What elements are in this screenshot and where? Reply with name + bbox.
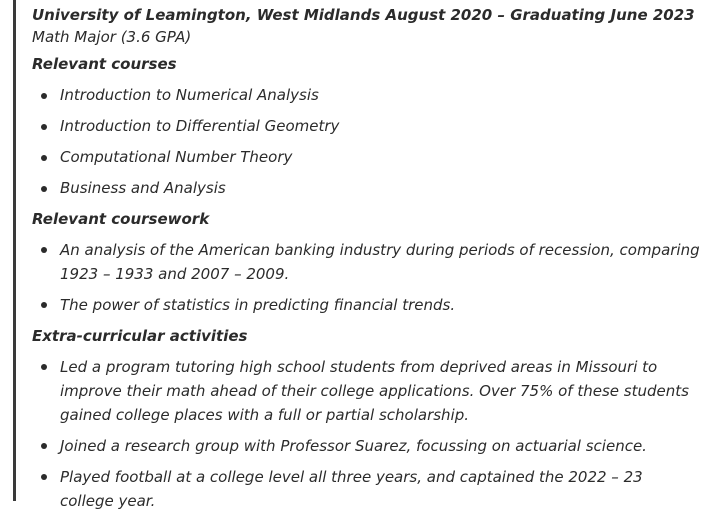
list-item (32, 80, 704, 111)
bullet-icon (41, 302, 47, 308)
list-item (32, 235, 704, 290)
list-item (32, 462, 704, 517)
bullet-icon (41, 474, 47, 480)
course-name: Introduction to Differential Geometry (60, 117, 340, 135)
list-item (32, 431, 704, 462)
degree-line: Math Major (3.6 GPA) (32, 28, 192, 46)
course-name: Introduction to Numerical Analysis (60, 86, 319, 104)
bullet-icon (41, 364, 47, 370)
relevant-courses-list (32, 80, 704, 204)
resume-education-section (32, 0, 704, 517)
coursework-item: The power of statistics in predicting financial trends. (60, 296, 456, 314)
bullet-icon (41, 124, 47, 130)
course-name: Business and Analysis (60, 179, 226, 197)
bullet-icon (41, 443, 47, 449)
bullet-icon (41, 93, 47, 99)
coursework-item: An analysis of the American banking industry during periods of recession, comparing 1923 – 1933 and 2007 – 2009. (60, 241, 700, 283)
list-item (32, 173, 704, 204)
activity-item: Played football at a college level all three years, and captained the 2022 – 23 college year. (60, 468, 643, 510)
extra-curricular-list (32, 352, 704, 517)
activity-item: Joined a research group with Professor Suarez, focussing on actuarial science. (60, 437, 647, 455)
bullet-icon (41, 186, 47, 192)
list-item (32, 111, 704, 142)
list-item (32, 352, 704, 431)
relevant-courses-heading: Relevant courses (32, 55, 177, 73)
list-item (32, 142, 704, 173)
course-name: Computational Number Theory (60, 148, 293, 166)
activity-item: Led a program tutoring high school students from deprived areas in Missouri to improve their math ahead of their college applications. Over 75% of these students gained college places with a full or partial scholarship. (60, 358, 689, 424)
blockquote-bar (13, 0, 16, 501)
extra-curricular-heading: Extra-curricular activities (32, 327, 248, 345)
institution-line: University of Leamington, West Midlands August 2020 – Graduating June 2023 (32, 6, 695, 24)
bullet-icon (41, 155, 47, 161)
relevant-coursework-list (32, 235, 704, 321)
bullet-icon (41, 247, 47, 253)
list-item (32, 290, 704, 321)
relevant-coursework-heading: Relevant coursework (32, 210, 210, 228)
